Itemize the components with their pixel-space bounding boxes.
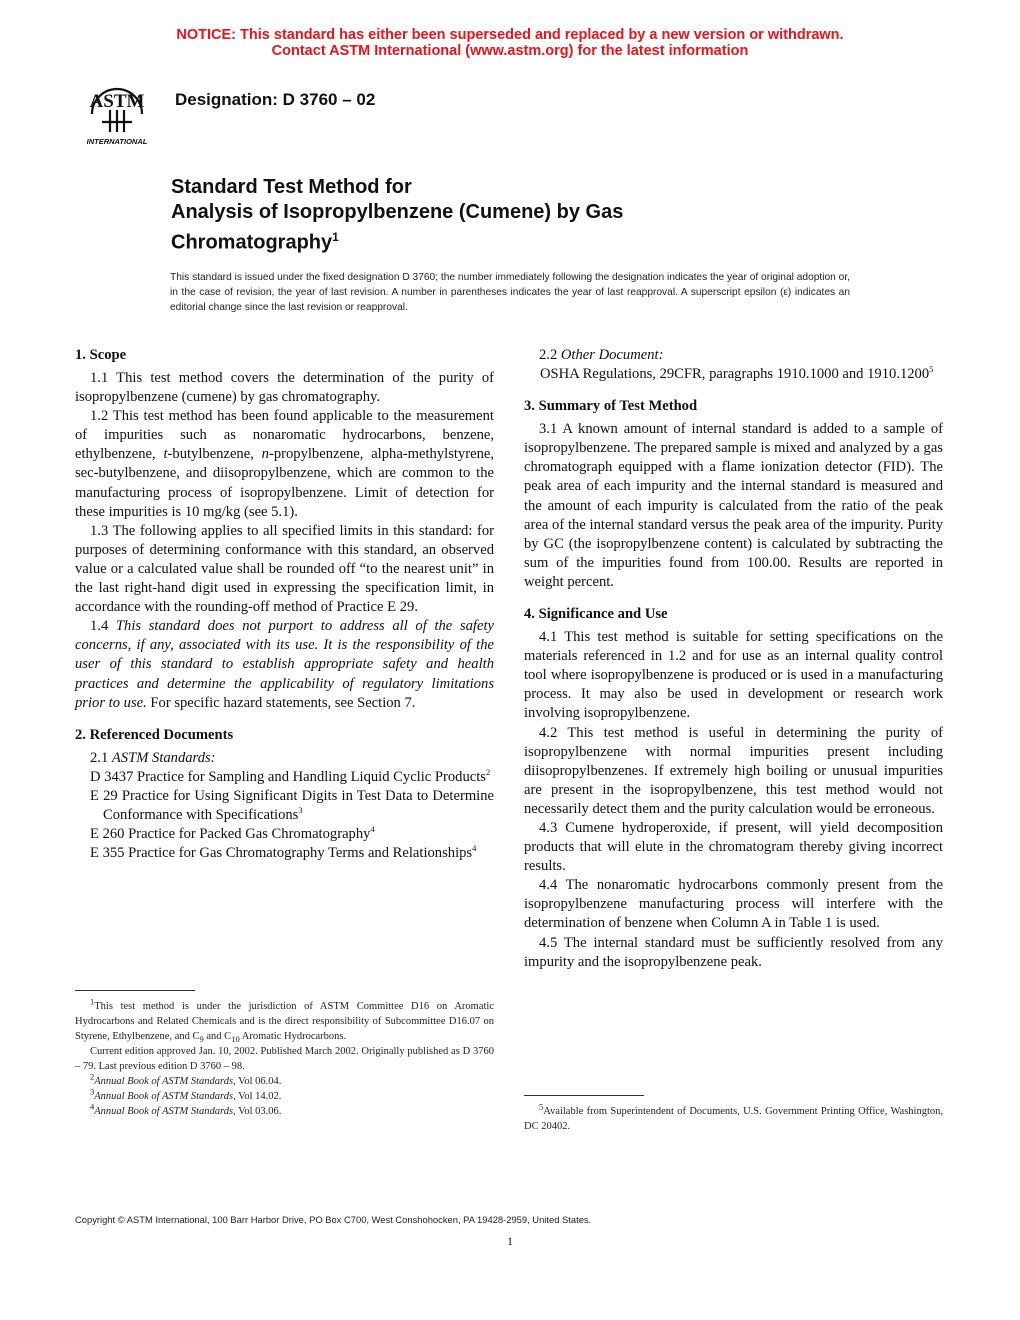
ref-item: D 3437 Practice for Sampling and Handling Liquid Cyclic Products$^2$ [90,766,491,785]
left-column [75,346,494,863]
para-1-4: 1.4 This standard does not purport to address all of the safety concerns, if any, associated with its use. It is the responsibility of the user of this standard to establish appropriate safety and health practices and determine the applicability of regulatory limitations prior to use. For specific hazard statements, see Section 7. [75,618,494,711]
footnote-4: $^4$Annual Book of ASTM Standards, Vol 03.06. [90,1101,282,1117]
footnote-5: $^5$Available from Superintendent of Documents, U.S. Government Printing Office, Washington, DC 20402. [524,1101,943,1132]
copyright-line: Copyright © ASTM International, 100 Barr Harbor Drive, PO Box C700, West Conshohocken, PA 19428-2959, United States. [75,1214,592,1225]
section-4-heading: 4. Significance and Use [524,606,668,623]
title-line-3 [171,225,623,256]
astm-logo [72,74,162,146]
designation: Designation: D 3760 – 02 [175,90,376,109]
ref-item: E 355 Practice for Gas Chromatography Terms and Relationships$^4$ [90,843,477,862]
footnote-divider-right [524,1095,644,1096]
para-4-1: 4.1 This test method is suitable for setting specifications on the materials referenced in 1.2 and for use as an internal quality control tool where isopropylbenzene is produced or is used in a manufacturing process. It may also be used in development or research work involving isopropylbenzene. [524,629,943,722]
logo-subtext: INTERNATIONAL [86,137,148,146]
osha-reference: OSHA Regulations, 29CFR, paragraphs 1910.1000 and 1910.1200$^5$ [540,364,934,383]
footnotes-left [75,996,494,1119]
right-column [524,346,943,972]
superseded-notice [0,27,1020,59]
title-line-3-text: Chromatography [171,231,333,254]
notice-line-1: NOTICE: This standard has either been superseded and replaced by a new version or withdrawn. [176,27,844,43]
footnotes-right [524,1101,943,1134]
footnote-1: $^1$This test method is under the jurisdiction of ASTM Committee D16 on Aromatic Hydrocarbons and Related Chemicals and is the direct responsibility of Subcommittee D16.07 on Styrene, Ethylbenzene, and $C_9$ and $C_{10}$ Aromatic Hydrocarbons. [75,996,494,1045]
para-4-4: 4.4 The nonaromatic hydrocarbons commonly present from the isopropylbenzene manufacturing process will interfere with the determination of benzene when Column A in Table 1 is used. [524,877,943,932]
document-title [171,175,623,256]
footnote-1-edition: Current edition approved Jan. 10, 2002. Published March 2002. Originally published as D 3760 – 79. Last previous edition D 3760 – 98. [75,1046,494,1072]
section-2-heading: 2. Referenced Documents [75,726,234,743]
section-3-heading: 3. Summary of Test Method [524,398,698,415]
issuance-note: This standard is issued under the fixed designation D 3760; the number immediately following the designation indicates the year of original adoption or, in the case of revision, the year of last revision. A number in parentheses indicates the year of last reapproval. A superscript epsilon (ε) indicates an editorial change since the last revision or reapproval. [170,272,850,313]
subsection-2-2: 2.2 Other Document: [539,347,664,363]
subsection-2-1: 2.1 ASTM Standards: [90,749,216,766]
footnote-2: $^2$Annual Book of ASTM Standards, Vol 06.04. [90,1071,282,1087]
para-4-5: 4.5 The internal standard must be sufficiently resolved from any impurity and the isopropylbenzene peak. [524,934,943,970]
section-1-heading: 1. Scope [75,347,127,363]
para-3-1: 3.1 A known amount of internal standard is added to a sample of isopropylbenzene. The prepared sample is mixed and analyzed by a gas chromatograph equipped with a flame ionization detector (FID). The peak area of each impurity and the internal standard is measured and the amount of each impurity is calculated from the ratio of the peak area of the internal standard versus the peak area of the impurity. Purity by GC (the isopropylbenzene content) is calculated by subtracting the sum of the impurities found from 100.00. Results are reported in weight percent. [524,421,943,590]
para-4-3: 4.3 Cumene hydroperoxide, if present, will yield decomposition products that will elute in the chromatogram thereby giving incorrect results. [524,819,943,875]
title-footnote-mark: 1 [332,230,339,244]
para-1-3: 1.3 The following applies to all specified limits in this standard: for purposes of determining conformance with this standard, an observed value or a calculated value shall be rounded off “to the nearest unit” in the last right-hand digit used in expressing the specification limit, in accordance with the rounding-off method of Practice E 29. [75,522,494,616]
page-number: 1 [507,1234,513,1248]
footnote-3: $^3$Annual Book of ASTM Standards, Vol 14.02. [90,1086,282,1102]
para-4-2: 4.2 This test method is useful in determining the purity of isopropylbenzene with normal impurities present including diisopropylbenzenes. If extremely high boiling or unusual impurities are present in the isopropylbenzene, this test method would not necessarily detect them and the purity calculation would be erroneous. [524,724,943,817]
ref-item: E 29 Practice for Using Significant Digits in Test Data to Determine Conformance with Specifications$^3$ [90,787,494,823]
ref-item: E 260 Practice for Packed Gas Chromatography$^4$ [90,824,375,843]
title-line-2: Analysis of Isopropylbenzene (Cumene) by Gas [171,201,624,223]
para-1-2: 1.2 This test method has been found applicable to the measurement of impurities such as nonaromatic hydrocarbons, benzene, ethylbenzene, t-butylbenzene, n-propylbenzene, alpha-methylstyrene, sec-butylbenzene, and diisopropylbenzene, which are common to the manufacturing process of isopropylbenzene. Limit of detection for these impurities is 10 mg/kg (see 5.1). [75,408,494,520]
logo-text: ASTM [89,91,145,112]
footnote-divider-left [75,990,195,991]
title-line-1: Standard Test Method for [171,176,412,198]
para-1-1: 1.1 This test method covers the determination of the purity of isopropylbenzene (cumene) by gas chromatography. [75,370,494,406]
notice-line-2: Contact ASTM International (www.astm.org) for the latest information [271,43,749,59]
